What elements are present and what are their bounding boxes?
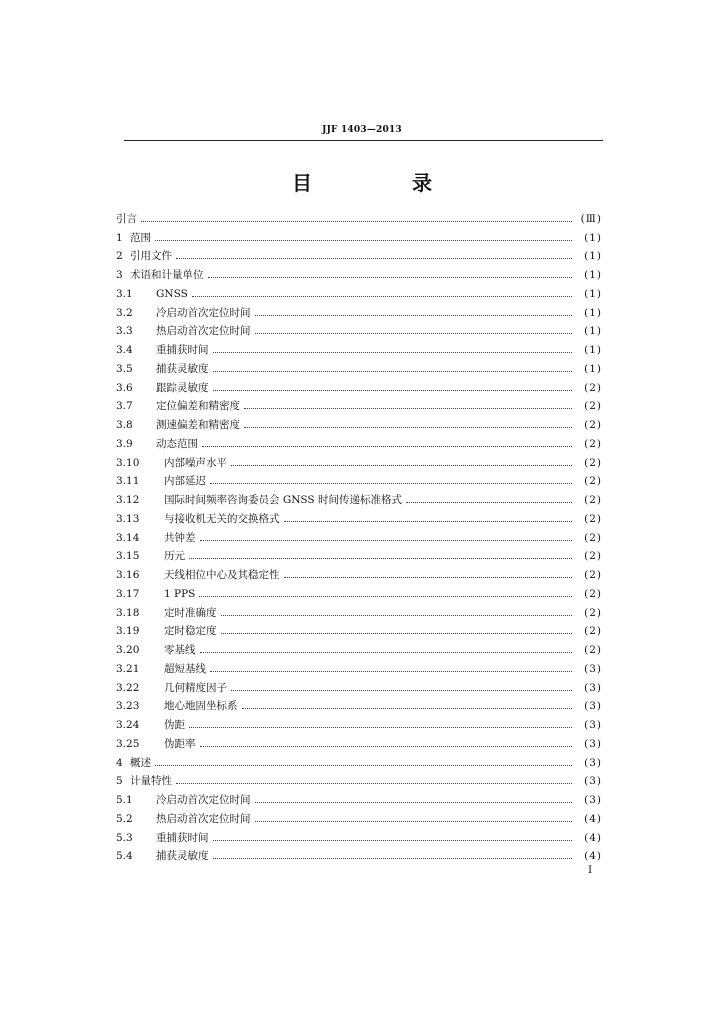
toc-entry-number: 3.20 xyxy=(116,644,140,656)
toc-entry-title: 内部延迟 xyxy=(164,475,206,488)
toc-dot-leader xyxy=(255,821,573,822)
toc-entry-title: 冷启动首次定位时间 xyxy=(156,794,251,806)
toc-dot-leader xyxy=(208,277,573,278)
toc-entry[interactable] xyxy=(116,562,602,581)
toc-entry-number: 5.3 xyxy=(116,831,133,844)
toc-entry-title: 测速偏差和精密度 xyxy=(156,419,240,431)
toc-entry-number: 3.4 xyxy=(116,344,133,356)
toc-entry-title: 几何精度因子 xyxy=(164,681,227,694)
toc-entry[interactable] xyxy=(116,787,602,806)
toc-entry[interactable] xyxy=(116,506,602,525)
toc-dot-leader xyxy=(155,240,572,241)
toc-entry[interactable] xyxy=(116,581,602,600)
toc-entry-number: 3.16 xyxy=(116,569,140,581)
toc-entry-page: (2) xyxy=(584,494,602,506)
toc-entry-number: 5.2 xyxy=(116,812,133,825)
toc-entry-number: 4 xyxy=(116,756,123,769)
toc-entry-page: (3) xyxy=(584,719,602,731)
toc-entry-title: 国际时间频率咨询委员会 GNSS 时间传递标准格式 xyxy=(164,494,402,506)
toc-dot-leader xyxy=(244,427,572,428)
toc-entry-title: 定时稳定度 xyxy=(164,625,217,638)
toc-entry-page: (2) xyxy=(584,381,602,394)
toc-entry-page: (4) xyxy=(584,850,602,863)
toc-entry-title: 伪距率 xyxy=(164,737,196,750)
toc-entry-page: (4) xyxy=(584,812,602,825)
toc-entry-number: 3.24 xyxy=(116,719,140,731)
toc-entry-page: (3) xyxy=(584,662,602,675)
toc-entry-title: 捕获灵敏度 xyxy=(156,850,209,863)
toc-entry[interactable] xyxy=(116,544,602,563)
toc-entry-title: 1 PPS xyxy=(164,587,196,600)
toc-entry-title: 范围 xyxy=(130,231,151,244)
toc-entry-number: 5 xyxy=(116,775,123,788)
toc-entry[interactable] xyxy=(116,656,602,675)
toc-entry-number: 3.25 xyxy=(116,737,140,750)
toc-entry-page: (1) xyxy=(584,325,602,338)
toc-entry-number: 3 xyxy=(116,269,123,281)
toc-entry-page: (1) xyxy=(584,250,602,263)
toc-entry-page: (2) xyxy=(584,606,602,619)
toc-entry-title: GNSS xyxy=(156,287,188,300)
toc-dot-leader xyxy=(200,746,573,747)
standard-code-header: JJF 1403—2013 xyxy=(322,125,402,135)
toc-entry[interactable] xyxy=(116,844,602,863)
toc-entry-page: (2) xyxy=(584,456,602,469)
toc-entry-title: 引用文件 xyxy=(130,250,172,263)
toc-dot-leader xyxy=(284,521,573,522)
toc-dot-leader xyxy=(213,390,573,391)
toc-entry[interactable] xyxy=(116,281,602,300)
toc-dot-leader xyxy=(221,633,573,634)
toc-entry-title: 共钟差 xyxy=(164,531,196,544)
toc-entry[interactable] xyxy=(116,675,602,694)
toc-entry[interactable] xyxy=(116,206,602,225)
toc-entry-number: 3.19 xyxy=(116,625,140,638)
toc-entry-page: (2) xyxy=(584,400,602,413)
toc-entry-page: (2) xyxy=(584,512,602,525)
toc-dot-leader xyxy=(406,502,572,503)
toc-entry-number: 3.3 xyxy=(116,325,133,338)
toc-entry-page: (4) xyxy=(584,831,602,844)
toc-entry-title: 定时准确度 xyxy=(164,606,217,619)
toc-dot-leader xyxy=(200,652,573,653)
toc-entry-page: (1) xyxy=(584,231,602,244)
toc-dot-leader xyxy=(213,840,573,841)
toc-dot-leader xyxy=(155,765,572,766)
toc-entry-page: (1) xyxy=(584,362,602,375)
toc-entry-page: (2) xyxy=(584,644,602,656)
toc-entry-title: 跟踪灵敏度 xyxy=(156,381,209,394)
toc-entry-title: 捕获灵敏度 xyxy=(156,362,209,375)
toc-entry[interactable] xyxy=(116,431,602,450)
toc-dot-leader xyxy=(242,708,573,709)
toc-entry-title: 冷启动首次定位时间 xyxy=(156,306,251,319)
toc-entry[interactable] xyxy=(116,319,602,338)
toc-entry-page: (2) xyxy=(584,550,602,563)
toc-entry-number: 3.8 xyxy=(116,419,133,431)
toc-title: 目 录 xyxy=(292,171,472,195)
toc-dot-leader xyxy=(255,802,573,803)
toc-entry[interactable] xyxy=(116,412,602,431)
toc-entry-number: 3.6 xyxy=(116,381,133,394)
toc-entry-title: 热启动首次定位时间 xyxy=(156,812,251,825)
toc-entry-title: 天线相位中心及其稳定性 xyxy=(164,569,280,581)
toc-dot-leader xyxy=(284,577,573,578)
toc-entry-title: 热启动首次定位时间 xyxy=(156,325,251,338)
toc-entry-title: 概述 xyxy=(130,756,151,769)
toc-entry[interactable] xyxy=(116,637,602,656)
toc-entry-title: 重捕获时间 xyxy=(156,344,209,356)
toc-entry-page: (Ⅲ) xyxy=(580,212,602,225)
toc-entry-page: (1) xyxy=(584,269,602,281)
toc-dot-leader xyxy=(192,296,572,297)
toc-dot-leader xyxy=(213,352,573,353)
toc-entry-number: 3.1 xyxy=(116,287,133,300)
toc-entry[interactable] xyxy=(116,525,602,544)
toc-dot-leader xyxy=(210,671,572,672)
toc-entry-number: 3.10 xyxy=(116,456,140,469)
toc-entry-number: 3.17 xyxy=(116,587,140,600)
toc-entry-title: 与接收机无关的交换格式 xyxy=(164,512,280,525)
toc-entry-page: (3) xyxy=(584,700,602,713)
toc-dot-leader xyxy=(255,315,573,316)
toc-dot-leader xyxy=(202,446,572,447)
toc-entry[interactable] xyxy=(116,262,602,281)
toc-entry-page: (1) xyxy=(584,306,602,319)
toc-entry-title: 内部噪声水平 xyxy=(164,456,227,469)
toc-entry[interactable] xyxy=(116,337,602,356)
toc-entry-number: 3.13 xyxy=(116,512,140,525)
toc-entry-title: 引言 xyxy=(116,212,137,225)
toc-entry[interactable] xyxy=(116,394,602,413)
toc-entry-page: (1) xyxy=(584,344,602,356)
toc-entry-page: (2) xyxy=(584,569,602,581)
toc-entry-number: 3.18 xyxy=(116,606,140,619)
toc-entry[interactable] xyxy=(116,356,602,375)
toc-entry[interactable] xyxy=(116,694,602,713)
toc-entry-page: (3) xyxy=(584,775,602,788)
toc-entry-page: (3) xyxy=(584,794,602,806)
toc-entry-number: 3.12 xyxy=(116,494,140,506)
toc-entry-page: (2) xyxy=(584,531,602,544)
page-number: I xyxy=(588,864,593,876)
toc-entry-page: (2) xyxy=(584,475,602,488)
toc-entry-page: (2) xyxy=(584,437,602,450)
toc-entry-number: 3.5 xyxy=(116,362,133,375)
toc-entry-number: 3.11 xyxy=(116,475,140,488)
toc-entry-page: (3) xyxy=(584,737,602,750)
toc-entry-title: 地心地固坐标系 xyxy=(164,700,238,713)
toc-entry-number: 2 xyxy=(116,250,123,263)
toc-entry-number: 5.4 xyxy=(116,850,133,863)
toc-entry-title: 计量特性 xyxy=(130,775,172,788)
toc-entry-title: 零基线 xyxy=(164,644,196,656)
toc-dot-leader xyxy=(141,221,572,222)
toc-entry[interactable] xyxy=(116,712,602,731)
toc-entry-number: 3.22 xyxy=(116,681,140,694)
table-of-contents xyxy=(116,206,602,862)
toc-entry-page: (3) xyxy=(584,756,602,769)
toc-dot-leader xyxy=(200,540,573,541)
toc-entry-number: 3.9 xyxy=(116,437,133,450)
toc-entry[interactable] xyxy=(116,825,602,844)
toc-entry-number: 3.2 xyxy=(116,306,133,319)
toc-dot-leader xyxy=(176,783,572,784)
toc-entry-number: 3.23 xyxy=(116,700,140,713)
toc-entry[interactable] xyxy=(116,300,602,319)
toc-entry[interactable] xyxy=(116,244,602,263)
toc-entry-title: 定位偏差和精密度 xyxy=(156,400,240,413)
toc-entry-number: 1 xyxy=(116,231,123,244)
toc-dot-leader xyxy=(176,258,572,259)
toc-entry-number: 3.15 xyxy=(116,550,140,563)
toc-dot-leader xyxy=(199,596,572,597)
toc-entry[interactable] xyxy=(116,769,602,788)
toc-entry-page: (2) xyxy=(584,625,602,638)
toc-entry-title: 术语和计量单位 xyxy=(130,269,204,281)
toc-dot-leader xyxy=(213,371,573,372)
toc-entry[interactable] xyxy=(116,450,602,469)
toc-entry-page: (2) xyxy=(584,587,602,600)
toc-entry-number: 3.14 xyxy=(116,531,140,544)
toc-entry[interactable] xyxy=(116,619,602,638)
toc-dot-leader xyxy=(189,558,572,559)
toc-dot-leader xyxy=(210,483,572,484)
toc-entry[interactable] xyxy=(116,600,602,619)
toc-entry-title: 历元 xyxy=(164,550,185,563)
toc-entry[interactable] xyxy=(116,225,602,244)
toc-entry[interactable] xyxy=(116,750,602,769)
toc-dot-leader xyxy=(244,408,572,409)
toc-dot-leader xyxy=(231,690,572,691)
toc-dot-leader xyxy=(189,727,572,728)
header-rule xyxy=(124,140,603,141)
toc-entry-title: 动态范围 xyxy=(156,437,198,450)
toc-dot-leader xyxy=(213,858,573,859)
toc-entry[interactable] xyxy=(116,731,602,750)
toc-entry-number: 3.7 xyxy=(116,400,133,413)
toc-dot-leader xyxy=(221,615,573,616)
toc-entry[interactable] xyxy=(116,375,602,394)
toc-entry-page: (1) xyxy=(584,287,602,300)
toc-entry-title: 重捕获时间 xyxy=(156,831,209,844)
toc-dot-leader xyxy=(255,333,573,334)
toc-entry-title: 超短基线 xyxy=(164,662,206,675)
toc-entry-title: 伪距 xyxy=(164,719,185,731)
toc-entry-page: (3) xyxy=(584,681,602,694)
toc-entry[interactable] xyxy=(116,469,602,488)
toc-entry-number: 3.21 xyxy=(116,662,140,675)
toc-entry-page: (2) xyxy=(584,419,602,431)
toc-entry-number: 5.1 xyxy=(116,794,133,806)
toc-entry[interactable] xyxy=(116,487,602,506)
toc-dot-leader xyxy=(231,465,572,466)
toc-entry[interactable] xyxy=(116,806,602,825)
